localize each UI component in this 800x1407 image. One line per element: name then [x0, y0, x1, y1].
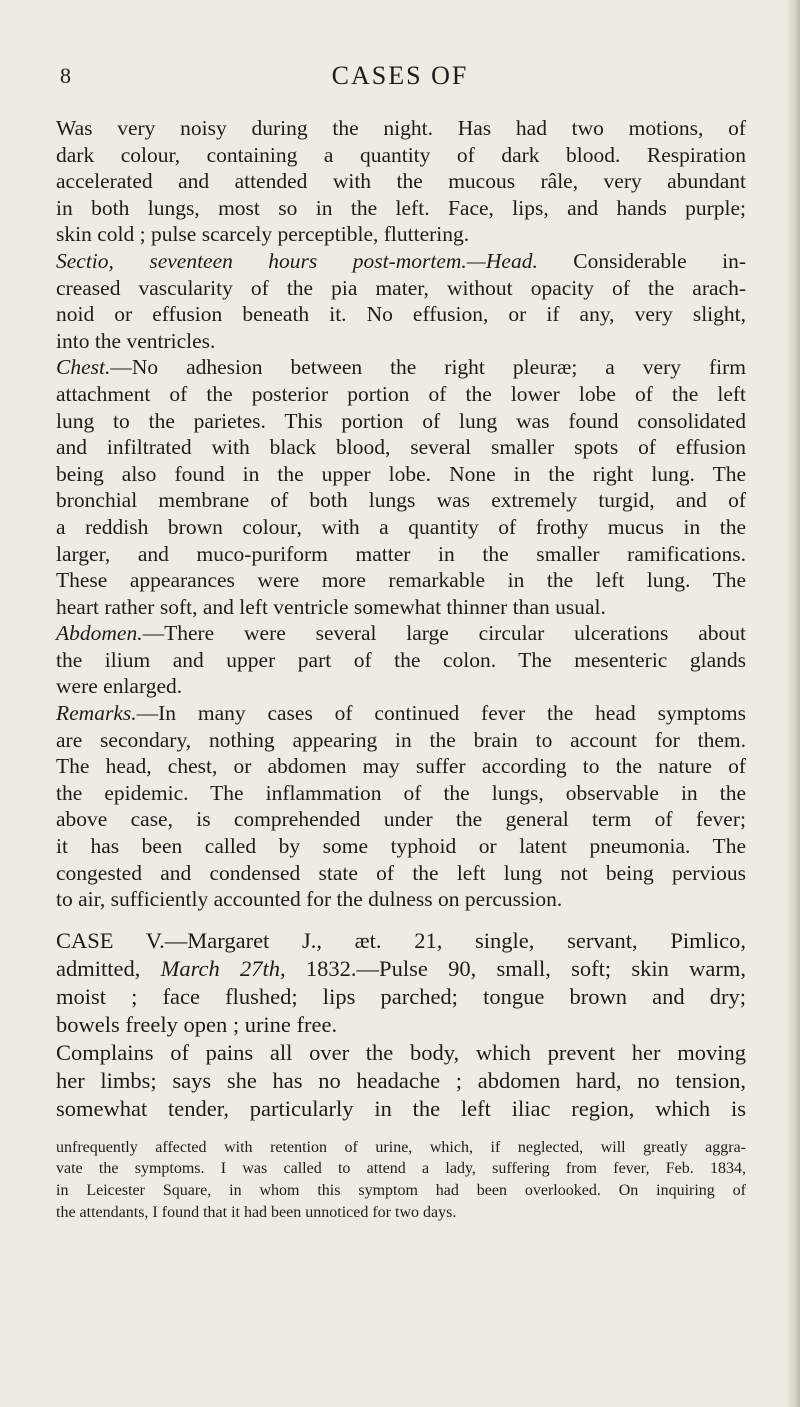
text-line [56, 955, 746, 983]
text-line: lung to the parietes. This portion of lung was found consolidated [56, 408, 746, 433]
text-line: heart rather soft, and left ventricle somewhat thinner than usual. [56, 594, 606, 619]
text-line: into the ventricles. [56, 328, 216, 353]
text-line: skin cold ; pulse scarcely perceptible, fluttering. [56, 222, 470, 247]
page-number: 8 [60, 63, 71, 88]
text-line: the ilium and upper part of the colon. The mesenteric glands [56, 647, 746, 672]
text-run: 1832.—Pulse 90, small, soft; skin warm, [285, 955, 746, 981]
chest-heading: Chest. [56, 355, 111, 380]
text-line: in both lungs, most so in the left. Face, lips, and hands purple; [56, 195, 746, 220]
text-line: her limbs; says she has no headache ; abdomen hard, no tension, [56, 1067, 746, 1093]
text-line: attachment of the posterior portion of the lower lobe of the left [56, 381, 746, 406]
page-header [60, 60, 740, 92]
text-line: above case, is comprehended under the general term of fever; [56, 807, 746, 832]
sectio-heading: Sectio, seventeen hours post-mortem.—Head. [56, 248, 538, 273]
footnote-line: in Leicester Square, in whom this symptom had been overlooked. On inquiring of [56, 1182, 746, 1199]
footnote [56, 1137, 746, 1223]
text-run: —No adhesion between the right pleuræ; a very firm [110, 355, 746, 380]
text-line: accelerated and attended with the mucous râle, very abundant [56, 169, 746, 194]
text-line [56, 354, 746, 381]
text-line: Complains of pains all over the body, which prevent her moving [56, 1039, 746, 1065]
text-line: the epidemic. The inflammation of the lungs, observable in the [56, 780, 746, 805]
text-line: were enlarged. [56, 674, 183, 699]
running-head: CASES OF [331, 61, 469, 90]
page-body [56, 115, 746, 1223]
case-v-paragraph [56, 927, 746, 1123]
abdomen-heading: Abdomen. [56, 621, 143, 646]
text-line: dark colour, containing a quantity of dark blood. Respiration [56, 142, 746, 167]
page-edge-shadow [786, 0, 800, 1407]
text-line: being also found in the upper lobe. None in the right lung. The [56, 461, 746, 486]
text-run: —There were several large circular ulcerations about [142, 621, 746, 646]
footnote-line: unfrequently affected with retention of urine, which, if neglected, will greatly aggra- [56, 1138, 746, 1156]
text-line: moist ; face flushed; lips parched; tongue brown and dry; [56, 983, 746, 1009]
footnote-line: vate the symptoms. I was called to attend a lady, suffering from fever, Feb. 1834, [56, 1160, 746, 1178]
text-line: creased vascularity of the pia mater, without opacity of the arach- [56, 275, 746, 300]
text-line: bowels freely open ; urine free. [56, 1011, 338, 1037]
text-line: to air, sufficiently accounted for the dulness on percussion. [56, 887, 563, 912]
text-line: larger, and muco-puriform matter in the smaller ramifications. [56, 541, 746, 566]
text-line: it has been called by some typhoid or latent pneumonia. The [56, 834, 746, 859]
text-line [56, 700, 746, 727]
sectio-paragraph [56, 248, 746, 354]
text-line: a reddish brown colour, with a quantity of frothy mucus in the [56, 514, 746, 539]
text-line: and infiltrated with black blood, several smaller spots of effusion [56, 435, 746, 460]
text-run: admitted, [56, 955, 161, 981]
abdomen-paragraph [56, 620, 746, 700]
footnote-line: the attendants, I found that it had been unnoticed for two days. [56, 1203, 457, 1221]
paragraph-1 [56, 115, 746, 248]
text-line: are secondary, nothing appearing in the brain to account for them. [56, 727, 746, 752]
text-line: noid or effusion beneath it. No effusion, or if any, very slight, [56, 302, 746, 327]
text-line: Was very noisy during the night. Has had two motions, of [56, 116, 746, 140]
text-line: somewhat tender, particularly in the left iliac region, which is [56, 1095, 746, 1121]
text-line [56, 248, 746, 275]
chest-paragraph [56, 354, 746, 620]
text-run: Considerable in- [537, 248, 746, 273]
admission-date: March 27th, [160, 955, 286, 981]
text-line [56, 620, 746, 647]
remarks-heading: Remarks. [56, 701, 137, 726]
text-line: The head, chest, or abdomen may suffer according to the nature of [56, 754, 746, 779]
section-gap [56, 913, 746, 927]
text-line: congested and condensed state of the left lung not being pervious [56, 860, 746, 885]
remarks-paragraph [56, 700, 746, 913]
case-v-heading-line: CASE V.—Margaret J., æt. 21, single, servant, Pimlico, [56, 927, 746, 953]
text-line: bronchial membrane of both lungs was extremely turgid, and of [56, 488, 746, 513]
text-run: —In many cases of continued fever the head symptoms [136, 701, 746, 726]
text-line: These appearances were more remarkable in the left lung. The [56, 568, 746, 593]
